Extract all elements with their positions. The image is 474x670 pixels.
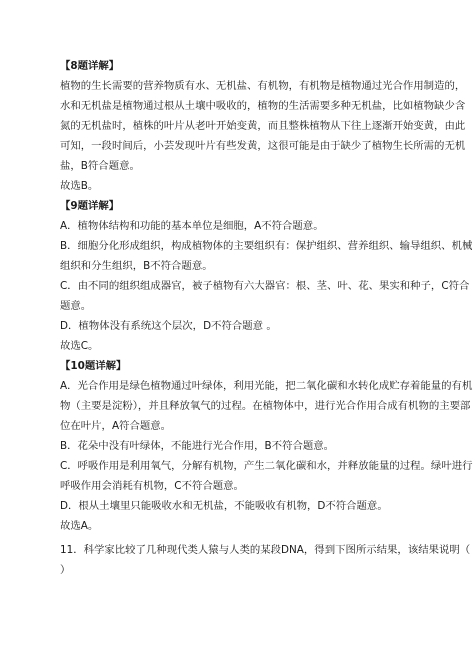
- option-line: 题意。: [60, 300, 92, 312]
- section-heading-q9: 【9题详解】: [60, 200, 120, 212]
- option-line: A．光合作用是绿色植物通过叶绿体，利用光能，把二氧化碳和水转化成贮存着能量的有机: [60, 380, 473, 392]
- answer-line: 故选B。: [60, 180, 99, 192]
- option-line: B．细胞分化形成组织，构成植物体的主要组织有：保护组织、营养组织、输导组织、机械: [60, 240, 473, 252]
- paragraph-line: 盐，B符合题意。: [60, 160, 140, 172]
- answer-line: 故选C。: [60, 340, 99, 352]
- question-11-stem-end: ）: [60, 564, 71, 576]
- paragraph-line: 植物的生长需要的营养物质有水、无机盐、有机物，有机物是植物通过光合作用制造的，: [60, 80, 466, 92]
- option-line: 物（主要是淀粉），并且释放氧气的过程。在植物体中，进行光合作用合成有机物的主要部: [60, 400, 471, 412]
- paragraph-line: 可知，一段时间后，小芸发现叶片有些发黄，这很可能是由于缺少了植物生长所需的无机: [60, 140, 466, 152]
- option-line: 位在叶片，A符合题意。: [60, 420, 172, 432]
- paragraph-line: 氮的无机盐时，植株的叶片从老叶开始变黄，而且整株植物从下往上逐渐开始变黄，由此: [60, 120, 466, 132]
- section-heading-q10: 【10题详解】: [60, 360, 127, 372]
- option-line: 组织和分生组织，B不符合题意。: [60, 260, 213, 272]
- option-line: D．根从土壤里只能吸收水和无机盐，不能吸收有机物，D不符合题意。: [60, 500, 388, 512]
- answer-line: 故选A。: [60, 520, 99, 532]
- option-line: C．呼吸作用是利用氧气，分解有机物，产生二氧化碳和水，并释放能量的过程。绿叶进行: [60, 460, 473, 472]
- option-line: 呼吸作用会消耗有机物，C不符合题意。: [60, 480, 244, 492]
- document-page: [60, 56, 473, 580]
- paragraph-line: 水和无机盐是植物通过根从土壤中吸收的，植物的生活需要多种无机盐，比如植物缺少含: [60, 100, 466, 112]
- section-heading-q8: 【8题详解】: [60, 60, 120, 72]
- option-line: D．植物体没有系统这个层次，D不符合题意 。: [60, 320, 277, 332]
- option-line: A．植物体结构和功能的基本单位是细胞，A不符合题意。: [60, 220, 324, 232]
- question-11-stem: 11．科学家比较了几种现代类人猿与人类的某段DNA，得到下图所示结果，该结果说明（: [60, 544, 471, 556]
- option-line: C．由不同的组织组成器官，被子植物有六大器官：根、茎、叶、花、果实和种子，C符合: [60, 280, 470, 292]
- option-line: B．花朵中没有叶绿体，不能进行光合作用，B不符合题意。: [60, 440, 335, 452]
